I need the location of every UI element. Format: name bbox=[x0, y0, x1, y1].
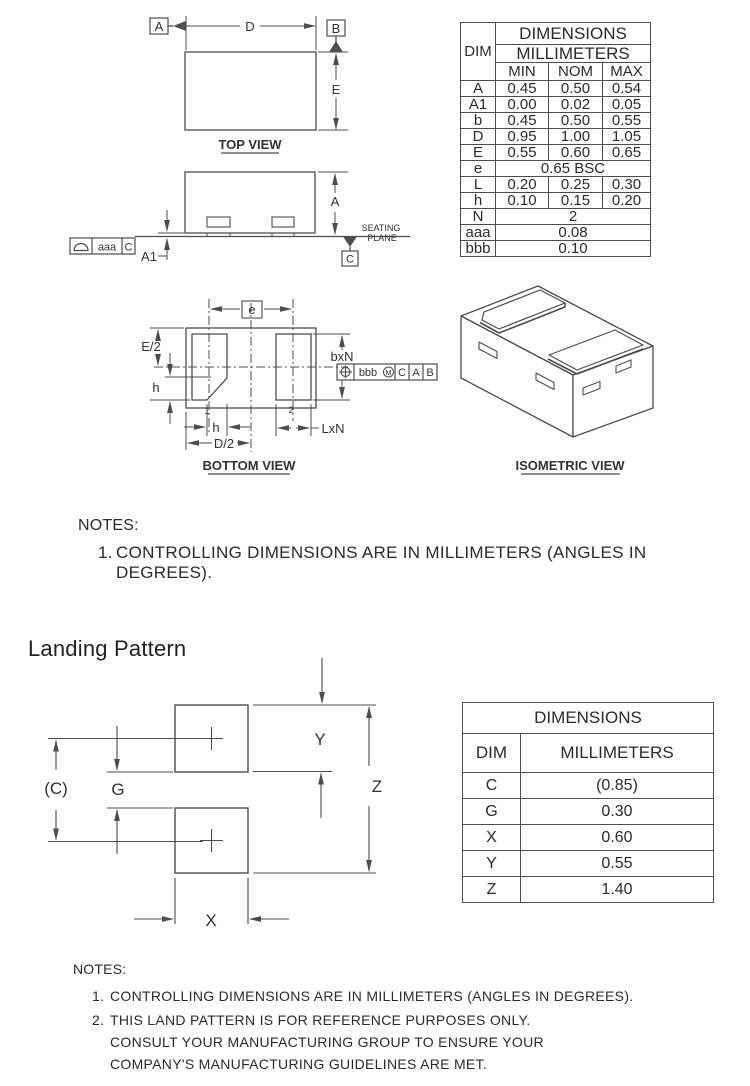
pad-center-marks bbox=[200, 727, 223, 852]
flatness-tolerance-label: aaa bbox=[97, 241, 117, 254]
landing-pattern-title: Landing Pattern bbox=[28, 636, 187, 661]
table-row: X 0.60 bbox=[463, 825, 714, 851]
position-datum-3-label: B bbox=[426, 367, 434, 379]
note-text-line: THIS LAND PATTERN IS FOR REFERENCE PURPOSES ONLY. bbox=[110, 1012, 531, 1028]
col-header-nom: NOM bbox=[549, 63, 603, 81]
dim-a1-label: A1 bbox=[141, 249, 157, 264]
position-symbol-icon bbox=[339, 366, 352, 379]
terminal-1-side bbox=[207, 217, 230, 227]
dim-h-left-label: h bbox=[152, 380, 160, 395]
isometric-view-label: ISOMETRIC VIEW bbox=[515, 458, 625, 473]
datum-c-triangle bbox=[343, 237, 357, 248]
table-row: N 2 bbox=[461, 209, 651, 225]
note-item bbox=[73, 985, 733, 1007]
landing-pattern-drawing bbox=[48, 658, 376, 924]
table-row: L 0.20 0.25 0.30 bbox=[461, 177, 651, 193]
side-view bbox=[70, 172, 410, 266]
note-item bbox=[73, 1009, 733, 1075]
isometric-view bbox=[461, 286, 653, 474]
table-row bbox=[463, 734, 714, 773]
dim-header-cell: DIM bbox=[461, 23, 496, 81]
flatness-datum-label: C bbox=[124, 241, 133, 254]
note-number: 1. bbox=[92, 988, 105, 1004]
note-number: 1. bbox=[98, 543, 113, 562]
col-header-min: MIN bbox=[496, 63, 549, 81]
note-number: 2. bbox=[92, 1012, 105, 1028]
dim-a-label: A bbox=[330, 194, 340, 209]
land-dim-c-label: (C) bbox=[44, 779, 68, 798]
dim-d2-label: D/2 bbox=[213, 436, 235, 451]
table-row: G 0.30 bbox=[463, 799, 714, 825]
datum-a-label: A bbox=[154, 19, 164, 34]
table-title-cell: DIMENSIONS bbox=[496, 23, 651, 45]
land-dim-x-label: X bbox=[205, 911, 217, 930]
dim-b-label: bxN bbox=[330, 349, 354, 364]
table-row bbox=[461, 23, 651, 45]
land-dim-y-label: Y bbox=[314, 730, 326, 749]
datum-c-label: C bbox=[346, 253, 354, 266]
table-row: h 0.10 0.15 0.20 bbox=[461, 193, 651, 209]
bottom-view-label: BOTTOM VIEW bbox=[202, 458, 296, 473]
land-dim-z-label: Z bbox=[371, 777, 383, 796]
dim-e2-label: E/2 bbox=[141, 339, 161, 354]
seating-plane-text-2: PLANE bbox=[367, 233, 397, 243]
table-row: E 0.55 0.60 0.65 bbox=[461, 145, 651, 161]
dim-e-label: E bbox=[331, 82, 341, 97]
notes-title: NOTES: bbox=[73, 961, 127, 977]
mmc-modifier-label: M bbox=[385, 368, 392, 377]
dim-d-label: D bbox=[245, 19, 255, 34]
dim-header-cell: DIM bbox=[463, 734, 521, 773]
dim-h-bottom-label: h bbox=[212, 420, 220, 435]
table-row: e 0.65 BSC bbox=[461, 161, 651, 177]
notes-title: NOTES: bbox=[78, 517, 139, 534]
units-header-cell: MILLIMETERS bbox=[521, 734, 714, 773]
datum-b-triangle bbox=[329, 41, 343, 52]
col-header-max: MAX bbox=[603, 63, 651, 81]
table-row: b 0.45 0.50 0.55 bbox=[461, 113, 651, 129]
position-datum-2-label: A bbox=[412, 367, 420, 379]
note-text: CONTROLLING DIMENSIONS ARE IN MILLIMETERS (ANGLES IN DEGREES). bbox=[110, 988, 634, 1004]
table-title-cell: DIMENSIONS bbox=[463, 703, 714, 734]
table-row: Z 1.40 bbox=[463, 877, 714, 903]
note-item bbox=[78, 543, 738, 583]
table-row: D 0.95 1.00 1.05 bbox=[461, 129, 651, 145]
package-body-top bbox=[185, 52, 316, 130]
position-tolerance-label: bbb bbox=[358, 367, 378, 379]
profile-of-surface-icon bbox=[74, 244, 88, 251]
seating-plane-text-1: SEATING bbox=[361, 223, 401, 233]
note-text: CONTROLLING DIMENSIONS ARE IN MILLIMETERS (ANGLES IN DEGREES). bbox=[116, 543, 647, 582]
table-row: A1 0.00 0.02 0.05 bbox=[461, 97, 651, 113]
note-text-line: COMPANY'S MANUFACTURING GUIDELINES ARE MET. bbox=[110, 1056, 488, 1072]
note-text-line: CONSULT YOUR MANUFACTURING GROUP TO ENSURE YOUR bbox=[110, 1034, 544, 1050]
table-row: C (0.85) bbox=[463, 773, 714, 799]
package-notes bbox=[78, 517, 738, 583]
datum-b-label: B bbox=[331, 21, 341, 36]
top-view-label: TOP VIEW bbox=[218, 137, 282, 152]
package-body-side bbox=[185, 172, 315, 233]
table-row bbox=[463, 703, 714, 734]
datum-a-triangle bbox=[173, 21, 186, 31]
land-dim-g-label: G bbox=[111, 780, 125, 799]
terminal-2-side bbox=[272, 217, 294, 227]
position-datum-1-label: C bbox=[398, 367, 406, 379]
top-view bbox=[150, 16, 348, 153]
landing-dimensions-table bbox=[462, 702, 714, 903]
pin-2-label: 2 bbox=[288, 405, 294, 415]
landing-notes bbox=[73, 961, 733, 1075]
bottom-view bbox=[150, 299, 437, 474]
table-row: A 0.45 0.50 0.54 bbox=[461, 81, 651, 97]
pitch-label: e bbox=[248, 302, 256, 317]
package-dimensions-table bbox=[460, 22, 651, 257]
pin-1-label: 1 bbox=[204, 406, 210, 416]
table-row: Y 0.55 bbox=[463, 851, 714, 877]
units-header-cell: MILLIMETERS bbox=[496, 45, 651, 63]
dim-l-label: LxN bbox=[321, 421, 345, 436]
table-row: bbb 0.10 bbox=[461, 241, 651, 257]
table-row: aaa 0.08 bbox=[461, 225, 651, 241]
